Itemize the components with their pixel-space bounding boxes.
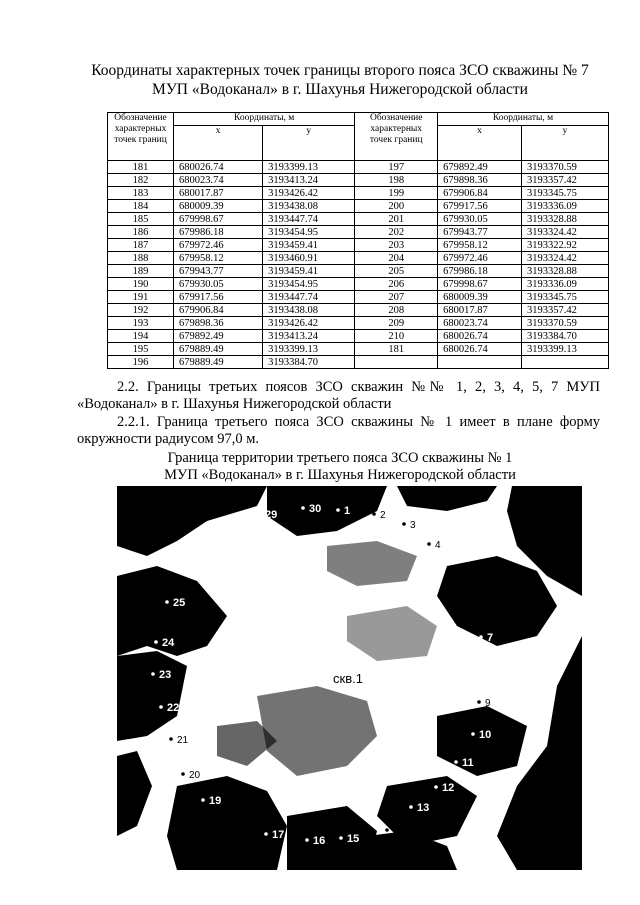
boundary-point-label: 8 [490,667,497,679]
header-coords-2: Координаты, м [438,113,609,126]
table-cell: 679958.12 [438,239,522,252]
table-row [108,200,609,213]
table-cell [438,356,522,369]
table-row [108,330,609,343]
boundary-point-marker [482,670,486,674]
table-row [108,252,609,265]
boundary-point-label: 2 [380,510,386,521]
table-cell: 679930.05 [174,278,263,291]
table-cell: 3193447.74 [263,213,355,226]
table-cell: 194 [108,330,174,343]
boundary-point-label: 16 [313,835,326,847]
table-cell: 679892.49 [438,161,522,174]
table-cell: 3193384.70 [263,356,355,369]
boundary-point-marker [451,572,455,576]
table-cell: 210 [355,330,438,343]
table-cell: 3193322.92 [521,239,608,252]
table-cell: 3193357.42 [521,174,608,187]
boundary-point-label: 27 [212,542,225,554]
table-cell: 200 [355,200,438,213]
table-cell: 679958.12 [174,252,263,265]
table-cell: 679906.84 [174,304,263,317]
table-cell: 182 [108,174,174,187]
boundary-point-label: 14 [393,826,405,837]
page-title-line2: МУП «Водоканал» в г. Шахунья Нижегородской области [152,81,528,98]
table-cell: 679889.49 [174,343,263,356]
boundary-point-marker [427,542,431,546]
table-cell: 3193328.88 [521,265,608,278]
boundary-point-label: 21 [177,735,189,746]
table-cell: 679986.18 [438,265,522,278]
table-cell: 184 [108,200,174,213]
boundary-point-label: 9 [485,698,491,709]
table-cell: 679943.77 [174,265,263,278]
table-cell: 209 [355,317,438,330]
boundary-point-label: 5 [459,570,465,581]
table-row [108,174,609,187]
table-cell: 3193399.13 [521,343,608,356]
table-cell: 197 [355,161,438,174]
table-cell: 679930.05 [438,213,522,226]
header-x-2: x [438,126,522,161]
table-cell: 3193399.13 [263,161,355,174]
table-cell: 3193328.88 [521,213,608,226]
table-cell: 679986.18 [174,226,263,239]
table-row [108,226,609,239]
table-cell: 206 [355,278,438,291]
boundary-point-label: 1 [344,505,351,517]
table-cell: 208 [355,304,438,317]
table-row [108,187,609,200]
boundary-point-label: 17 [272,829,285,841]
boundary-point-label: 23 [159,669,172,681]
table-cell: 3193454.95 [263,278,355,291]
boundary-point-marker [301,506,305,510]
table-cell: 679972.46 [438,252,522,265]
boundary-point-marker [169,737,173,741]
table-cell: 3193336.09 [521,200,608,213]
page-title-line1: Координаты характерных точек границы второго пояса ЗСО скважины № 7 [91,62,589,79]
table-cell: 203 [355,239,438,252]
coordinates-table-body [108,161,609,369]
boundary-point-label: 29 [265,509,278,521]
table-cell: 3193370.59 [521,317,608,330]
table-cell: 680017.87 [438,304,522,317]
boundary-point-label: 12 [442,782,455,794]
boundary-point-label: 26 [189,567,202,579]
table-cell: 3193345.75 [521,291,608,304]
boundary-point-marker [471,732,475,736]
table-row [108,356,609,369]
boundary-point-label: 11 [462,757,474,769]
boundary-point-marker [257,512,261,516]
table-cell: 185 [108,213,174,226]
header-coords: Координаты, м [174,113,355,126]
table-cell: 192 [108,304,174,317]
boundary-point-marker [159,705,163,709]
table-cell: 186 [108,226,174,239]
section-2-2-text: 2.2. Границы третьих поясов ЗСО скважин №№ 1, 2, 3, 4, 5, 7 МУП «Водоканал» в г. Шахунья Нижегородской области [77,379,600,412]
boundary-point-marker [472,602,476,606]
table-cell: 189 [108,265,174,278]
boundary-point-marker [339,836,343,840]
boundary-point-label: 20 [189,770,201,781]
boundary-point-marker [181,570,185,574]
table-cell: 196 [108,356,174,369]
table-cell: 679917.56 [438,200,522,213]
table-cell: 679889.49 [174,356,263,369]
table-cell: 204 [355,252,438,265]
boundary-point-marker [402,522,406,526]
table-cell: 3193454.95 [263,226,355,239]
table-cell: 198 [355,174,438,187]
table-cell: 680023.74 [174,174,263,187]
boundary-point-marker [477,700,481,704]
table-cell: 188 [108,252,174,265]
table-cell: 679917.56 [174,291,263,304]
figure-title-line2: МУП «Водоканал» в г. Шахунья Нижегородской области [164,467,516,483]
table-cell: 202 [355,226,438,239]
boundary-point-marker [204,545,208,549]
table-cell: 3193447.74 [263,291,355,304]
boundary-point-marker [385,828,389,832]
boundary-point-marker [154,640,158,644]
header-designation-2: Обозначение характерных точек границ [355,113,438,161]
table-cell: 3193426.42 [263,317,355,330]
boundary-point-marker [409,805,413,809]
table-row [108,239,609,252]
boundary-point-label: 18 [239,818,251,829]
boundary-point-label: 22 [167,702,180,714]
table-cell: 3193345.75 [521,187,608,200]
well-label: скв.1 [333,671,363,686]
coordinates-table [107,112,609,369]
table-cell: 680009.39 [438,291,522,304]
table-cell [521,356,608,369]
boundary-point-marker [454,760,458,764]
table-cell: 3193460.91 [263,252,355,265]
boundary-point-marker [434,785,438,789]
boundary-point-label: 13 [417,802,430,814]
boundary-point-marker [165,600,169,604]
table-cell: 183 [108,187,174,200]
table-cell: 3193438.08 [263,304,355,317]
table-cell: 187 [108,239,174,252]
boundary-point-marker [372,512,376,516]
table-cell: 3193438.08 [263,200,355,213]
table-cell: 3193426.42 [263,187,355,200]
table-cell: 199 [355,187,438,200]
table-cell: 3193459.41 [263,265,355,278]
boundary-point-label: 24 [162,637,175,649]
boundary-point-marker [230,527,234,531]
boundary-point-label: 28 [238,524,251,536]
figure-title-line1: Граница территории третьего пояса ЗСО скважины № 1 [167,450,513,466]
boundary-point-label: 30 [309,503,322,515]
table-row [108,304,609,317]
table-cell: 3193459.41 [263,239,355,252]
boundary-point-label: 3 [410,520,416,531]
table-cell: 3193370.59 [521,161,608,174]
boundary-point-label: 10 [479,729,492,741]
table-cell: 679898.36 [174,317,263,330]
table-row [108,265,609,278]
table-cell: 3193324.42 [521,226,608,239]
header-designation: Обозначение характерных точек границ [108,113,174,161]
table-cell: 3193399.13 [263,343,355,356]
table-cell: 3193324.42 [521,252,608,265]
boundary-point-label: 19 [209,795,222,807]
zone-map-image [117,486,582,870]
boundary-point-label: 4 [435,540,441,551]
table-cell: 193 [108,317,174,330]
boundary-point-marker [305,838,309,842]
table-cell: 679972.46 [174,239,263,252]
table-cell: 205 [355,265,438,278]
boundary-point-marker [181,772,185,776]
table-cell: 3193336.09 [521,278,608,291]
boundary-point-marker [151,672,155,676]
table-cell: 679892.49 [174,330,263,343]
table-cell: 181 [108,161,174,174]
table-row [108,343,609,356]
table-cell: 680026.74 [174,161,263,174]
table-cell [355,356,438,369]
table-cell: 195 [108,343,174,356]
table-cell: 3193357.42 [521,304,608,317]
header-y-2: y [521,126,608,161]
table-row [108,161,609,174]
section-2-2-1-text: 2.2.1. Граница третьего пояса ЗСО скважины № 1 имеет в плане форму окружности радиусом 97,0 м. [77,414,600,447]
table-row [108,317,609,330]
boundary-point-label: 6 [480,600,486,611]
table-cell: 3193413.24 [263,330,355,343]
header-y: y [263,126,355,161]
table-row [108,213,609,226]
table-cell: 680017.87 [174,187,263,200]
table-cell: 679906.84 [438,187,522,200]
table-cell: 191 [108,291,174,304]
table-cell: 3193413.24 [263,174,355,187]
table-row [108,291,609,304]
table-cell: 679943.77 [438,226,522,239]
table-cell: 207 [355,291,438,304]
table-cell: 680009.39 [174,200,263,213]
boundary-point-label: 25 [173,597,186,609]
boundary-point-label: 15 [347,833,360,845]
boundary-point-marker [479,635,483,639]
boundary-point-marker [336,508,340,512]
boundary-point-label: 7 [487,632,494,644]
table-cell: 680026.74 [438,343,522,356]
header-x: x [174,126,263,161]
table-cell: 3193384.70 [521,330,608,343]
table-cell: 679998.67 [438,278,522,291]
boundary-point-marker [264,832,268,836]
table-cell: 190 [108,278,174,291]
table-row [108,278,609,291]
table-cell: 680023.74 [438,317,522,330]
boundary-point-marker [231,820,235,824]
boundary-point-marker [201,798,205,802]
table-cell: 680026.74 [438,330,522,343]
table-cell: 201 [355,213,438,226]
table-cell: 679898.36 [438,174,522,187]
table-cell: 679998.67 [174,213,263,226]
zone-map-svg [117,486,582,870]
table-cell: 181 [355,343,438,356]
